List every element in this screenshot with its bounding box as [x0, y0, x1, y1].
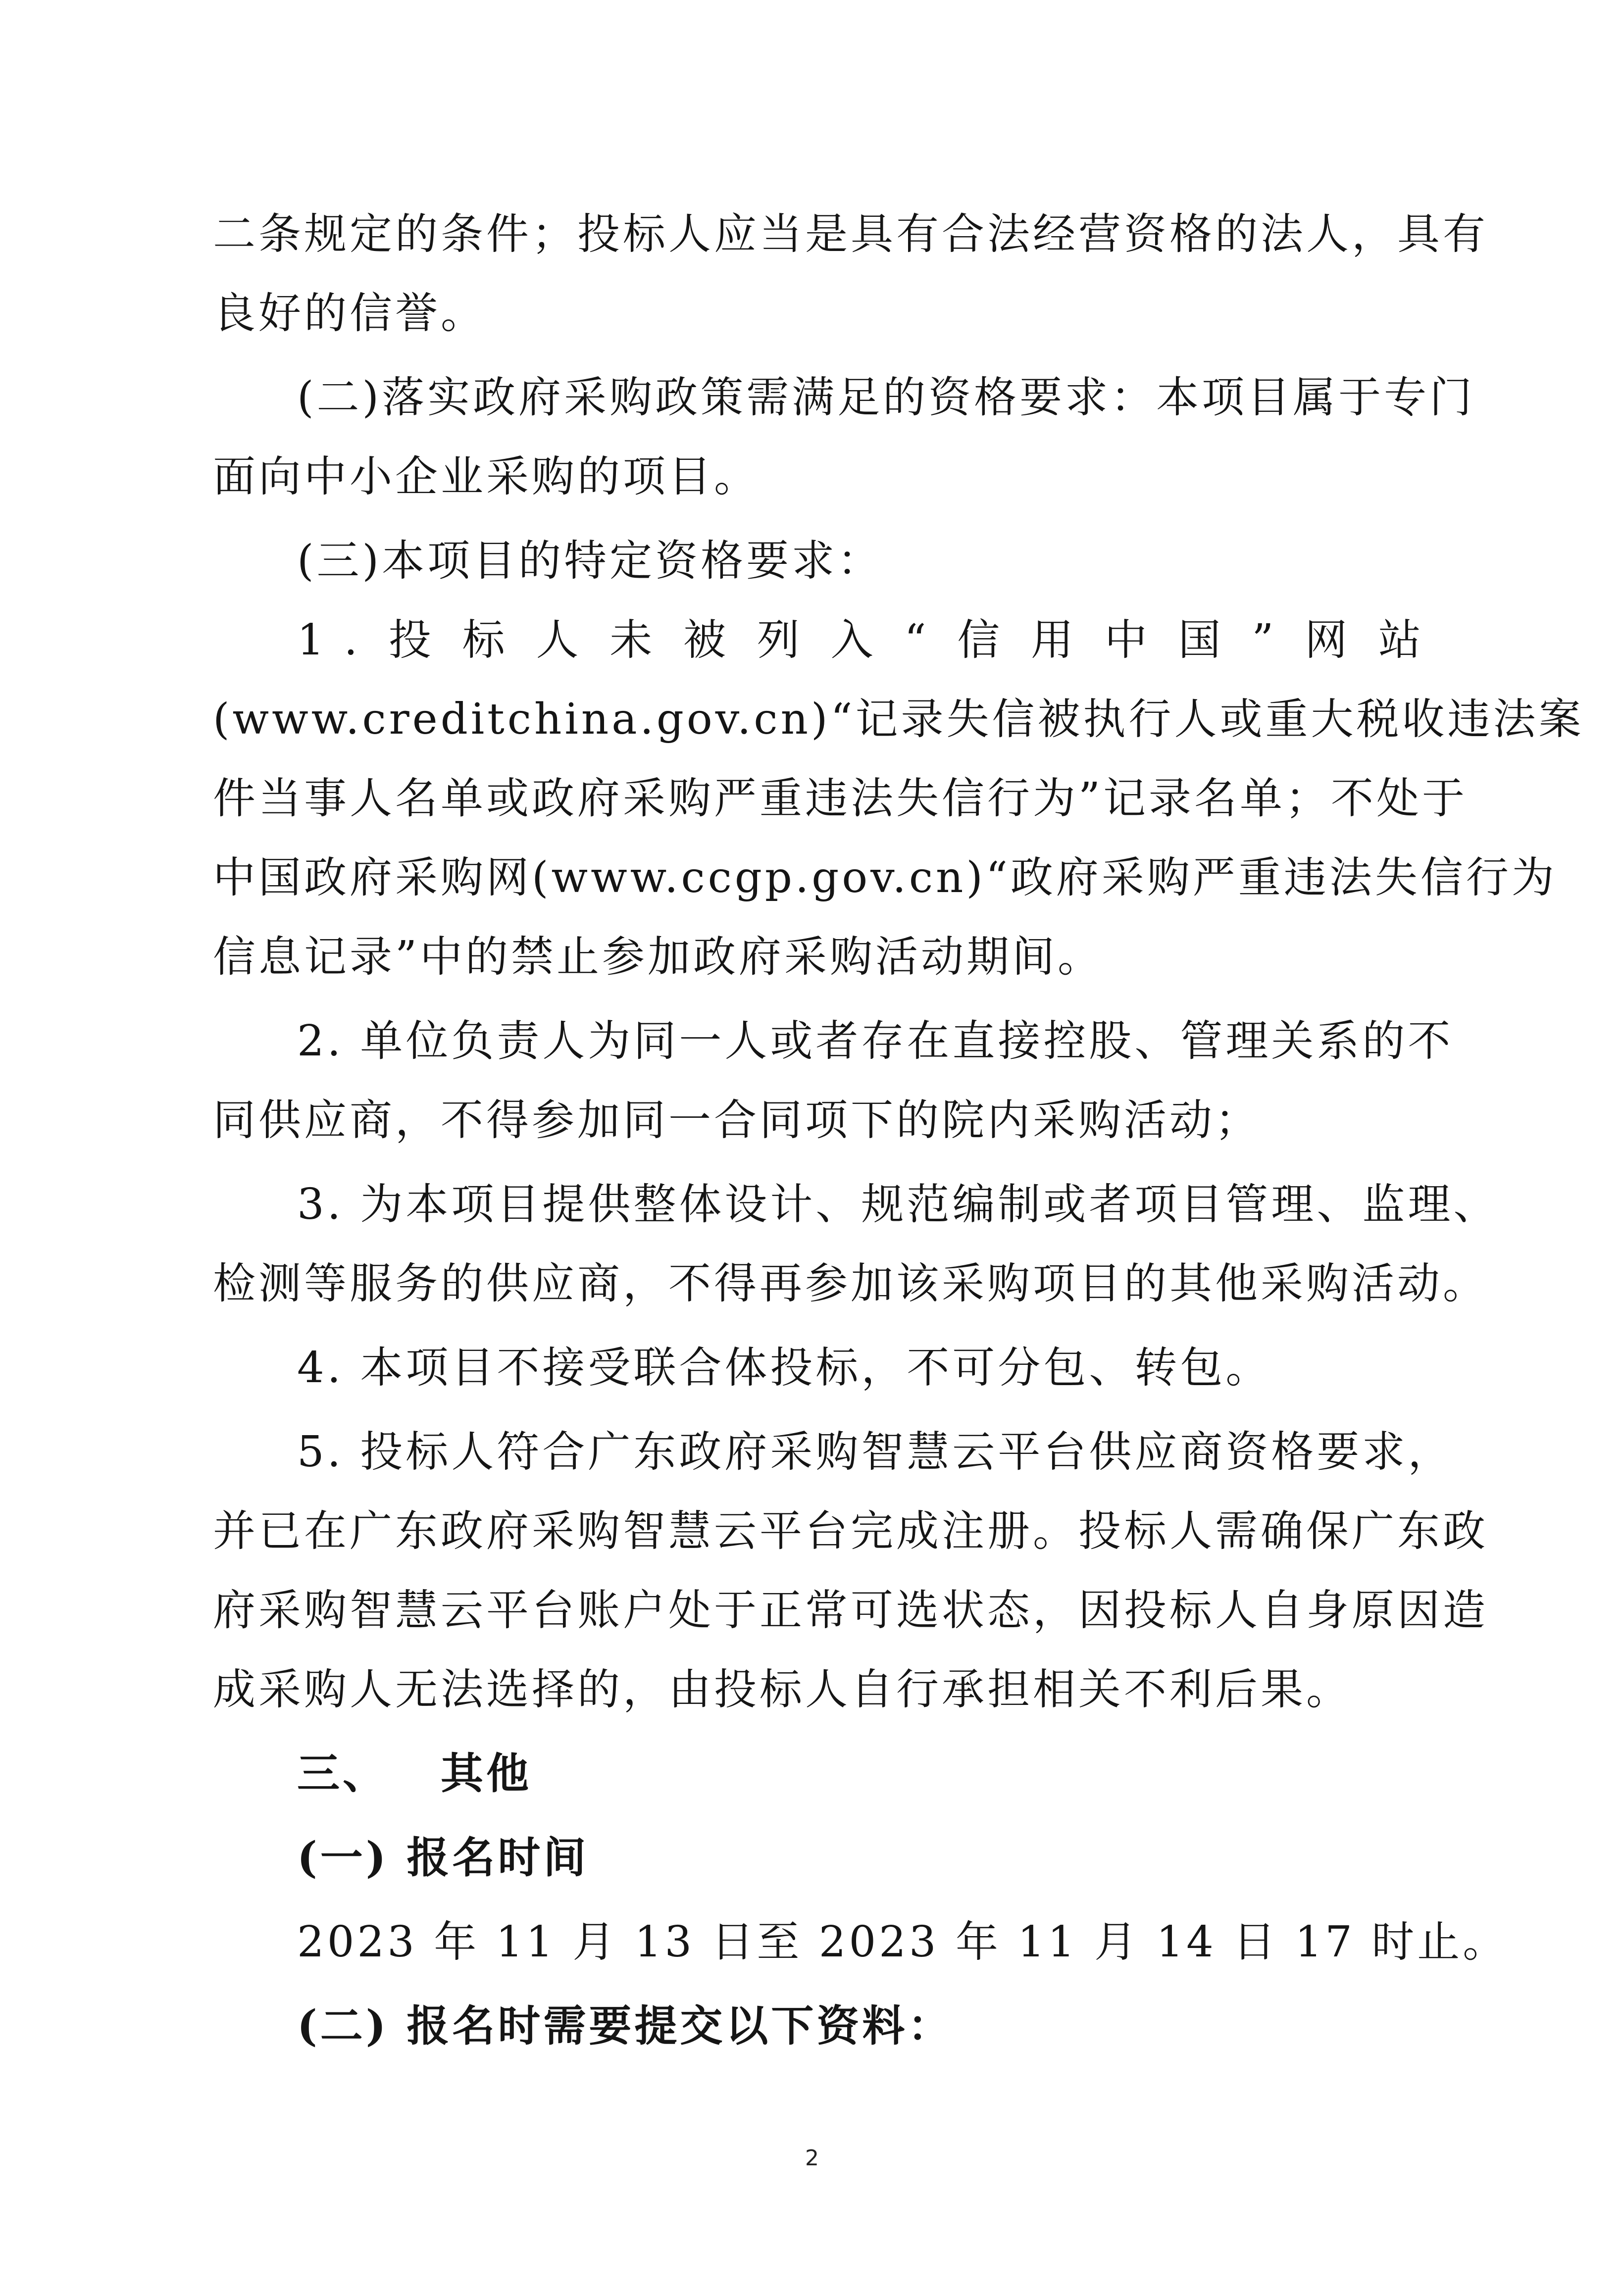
page-number: 2 — [805, 2146, 819, 2171]
paragraph-line: 检测等服务的供应商，不得再参加该采购项目的其他采购活动。 — [213, 1259, 1488, 1308]
paragraph-line: 府采购智慧云平台账户处于正常可选状态，因投标人自身原因造 — [213, 1586, 1488, 1635]
paragraph-line: 3. 为本项目提供整体设计、规范编制或者项目管理、监理、 — [297, 1180, 1499, 1229]
subheading-required-materials: (二) 报名时需要提交以下资料： — [297, 2001, 954, 2051]
section-title: 其他 — [441, 1748, 532, 1798]
paragraph-line: 4. 本项目不接受联合体投标，不可分包、转包。 — [297, 1343, 1271, 1393]
paragraph-line: 良好的信誉。 — [213, 289, 486, 338]
paragraph-line: 信息记录”中的禁止参加政府采购活动期间。 — [213, 932, 1103, 982]
paragraph-line: (www.creditchina.gov.cn)“记录失信被执行人或重大税收违法案 — [213, 695, 1584, 744]
subheading-specific-requirements: (三)本项目的特定资格要求： — [297, 536, 883, 586]
paragraph-line: 1.投标人未被列入“信用中国”网站 — [297, 615, 1441, 665]
paragraph-line: 并已在广东政府采购智慧云平台完成注册。投标人需确保广东政 — [213, 1506, 1488, 1556]
section-number: 三、 — [297, 1748, 388, 1798]
paragraph-line: (二)落实政府采购政策需满足的资格要求：本项目属于专门 — [297, 373, 1475, 422]
paragraph-line: 5. 投标人符合广东政府采购智慧云平台供应商资格要求， — [297, 1427, 1454, 1477]
paragraph-line: 中国政府采购网(www.ccgp.gov.cn)“政府采购严重违法失信行为 — [213, 853, 1557, 902]
paragraph-line: 二条规定的条件；投标人应当是具有合法经营资格的法人，具有 — [213, 209, 1488, 259]
section-heading-other — [297, 1744, 1441, 1803]
paragraph-line: 同供应商，不得参加同一合同项下的院内采购活动； — [213, 1096, 1261, 1145]
registration-period-text: 2023 年 11 月 13 日至 2023 年 11 月 14 日 17 时止。 — [297, 1917, 1509, 1967]
paragraph-line: 成采购人无法选择的，由投标人自行承担相关不利后果。 — [213, 1665, 1352, 1714]
paragraph-line: 2. 单位负责人为同一人或者存在直接控股、管理关系的不 — [297, 1016, 1454, 1066]
paragraph-line: 面向中小企业采购的项目。 — [213, 452, 760, 501]
subheading-registration-time: (一) 报名时间 — [297, 1833, 589, 1883]
paragraph-line: 件当事人名单或政府采购严重违法失信行为”记录名单；不处于 — [213, 774, 1468, 823]
